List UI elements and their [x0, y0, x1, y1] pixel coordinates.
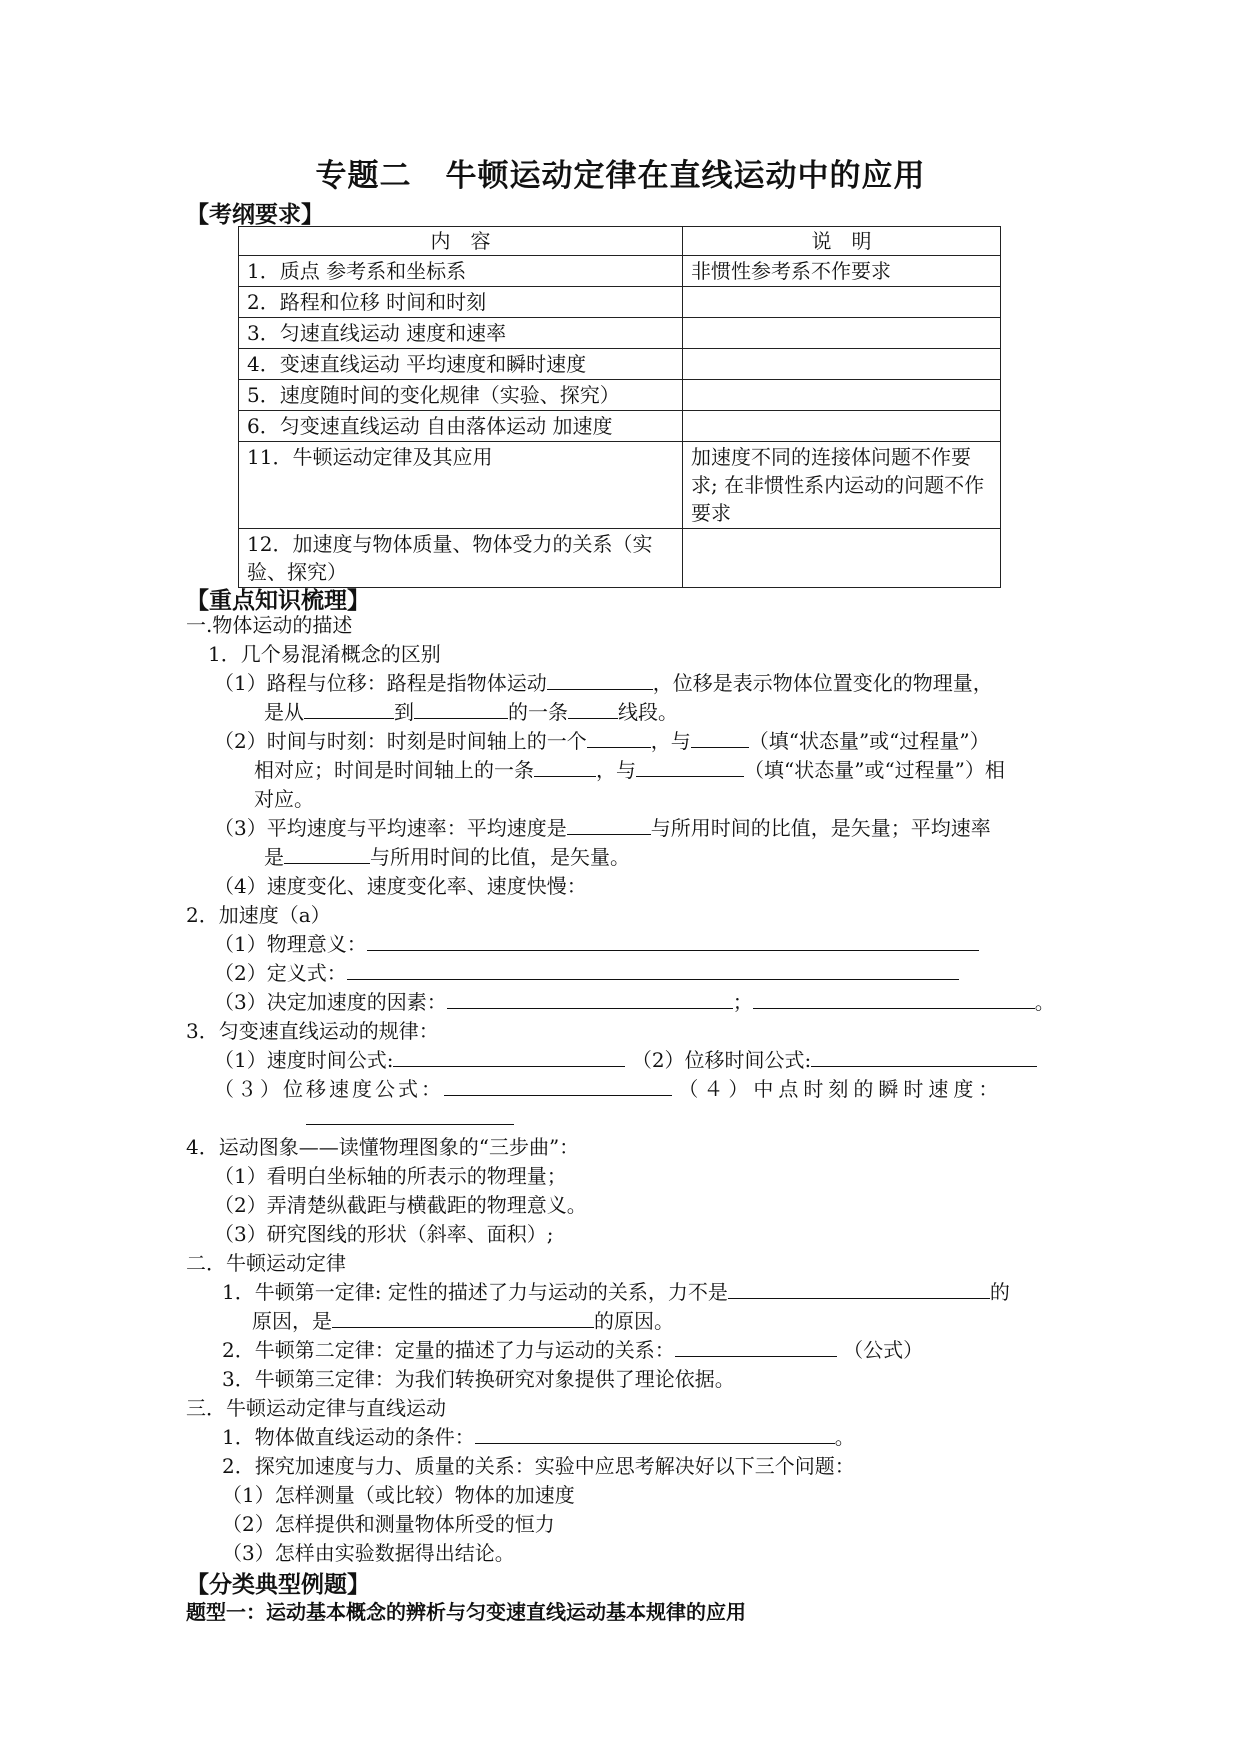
table-cell: 1．质点 参考系和坐标系 [239, 256, 683, 287]
line-linear-condition [222, 1423, 855, 1451]
title-part1: 专题二 [315, 158, 412, 194]
table-row [239, 380, 1001, 411]
heading-motion-description: 一.物体运动的描述 [186, 613, 353, 637]
line-time-moment-3: 对应。 [254, 787, 314, 811]
blank-field[interactable] [414, 698, 508, 719]
section-examples: 【分类典型例题】 [186, 1572, 370, 1598]
blank-field[interactable] [393, 1046, 625, 1067]
text: （1）路程与位移：路程是指物体运动 [214, 671, 547, 695]
blank-field[interactable] [811, 1046, 1037, 1067]
table-cell [683, 380, 1001, 411]
line-first-law [222, 1278, 1010, 1306]
blank-field[interactable] [753, 988, 1035, 1009]
table-cell: 12．加速度与物体质量、物体受力的关系（实验、探究） [239, 529, 683, 588]
blank-field[interactable] [367, 930, 979, 951]
blank-field[interactable] [636, 756, 744, 777]
text: 。 [1034, 990, 1055, 1014]
line-time-moment-2 [254, 756, 1005, 784]
text: 相对应；时间是时间轴上的一条 [254, 758, 534, 782]
line-speed-change: （4）速度变化、速度变化率、速度快慢： [214, 874, 587, 898]
table-row [239, 349, 1001, 380]
text: （填“状态量”或“过程量”）相 [744, 758, 1005, 782]
line-question-2: （2）怎样提供和测量物体所受的恒力 [222, 1512, 555, 1536]
blank-field[interactable] [304, 698, 394, 719]
heading-example-type-1: 题型一：运动基本概念的辨析与匀变速直线运动基本规律的应用 [186, 1600, 746, 1624]
blank-field[interactable] [534, 756, 596, 777]
blank-field[interactable] [347, 959, 959, 980]
heading-acceleration: 2．加速度（a） [186, 903, 331, 927]
text: （2）时间与时刻：时刻是时间轴上的一个 [214, 729, 587, 753]
text: （４）中点时刻的瞬时速度： [678, 1077, 1004, 1101]
table-row [239, 256, 1001, 287]
table-row [239, 411, 1001, 442]
blank-field[interactable] [567, 814, 651, 835]
text: （3）平均速度与平均速率：平均速度是 [214, 816, 567, 840]
text: 是 [264, 845, 284, 869]
heading-newton-laws: 二．牛顿运动定律 [186, 1251, 346, 1275]
table-cell: 加速度不同的连接体问题不作要求; 在非惯性系内运动的问题不作要求 [683, 442, 1001, 529]
table-cell: 6．匀变速直线运动 自由落体运动 加速度 [239, 411, 683, 442]
line-second-law [222, 1336, 923, 1364]
blank-field[interactable] [306, 1104, 514, 1125]
blank-field[interactable] [547, 669, 653, 690]
section-requirements: 【考纲要求】 [186, 202, 324, 228]
line-question-1: （1）怎样测量（或比较）物体的加速度 [222, 1483, 575, 1507]
text: 原因，是 [252, 1309, 332, 1333]
text: 与所用时间的比值，是矢量。 [370, 845, 630, 869]
line-graph-step-1: （1）看明白坐标轴的所表示的物理量； [214, 1164, 567, 1188]
table-cell: 4．变速直线运动 平均速度和瞬时速度 [239, 349, 683, 380]
text: 线段。 [618, 700, 678, 724]
table-row [239, 287, 1001, 318]
table-header-row [239, 227, 1001, 256]
text: （2）定义式： [214, 961, 347, 985]
blank-field[interactable] [284, 843, 370, 864]
line-third-law: 3．牛顿第三定律：为我们转换研究对象提供了理论依据。 [222, 1367, 735, 1391]
heading-uniform-acceleration: 3．匀变速直线运动的规律： [186, 1019, 439, 1043]
text: （1）物理意义： [214, 932, 367, 956]
text: 的原因。 [594, 1309, 674, 1333]
text: （2）位移时间公式: [631, 1048, 812, 1072]
text: ，与 [596, 758, 636, 782]
table-cell [683, 411, 1001, 442]
text: 2．牛顿第二定律：定量的描述了力与运动的关系： [222, 1338, 675, 1362]
table-row [239, 442, 1001, 529]
table-cell: 非惯性参考系不作要求 [683, 256, 1001, 287]
line-graph-step-2: （2）弄清楚纵截距与横截距的物理意义。 [214, 1193, 587, 1217]
text: ； [732, 990, 753, 1014]
text: 的 [989, 1280, 1010, 1304]
table-row [239, 529, 1001, 588]
line-average-speed [214, 814, 991, 842]
text: （1）速度时间公式: [214, 1048, 394, 1072]
blank-field[interactable] [568, 698, 618, 719]
line-graph-step-3: （3）研究图线的形状（斜率、面积）; [214, 1222, 554, 1246]
table-cell: 2．路程和位移 时间和时刻 [239, 287, 683, 318]
text: 与所用时间的比值，是矢量；平均速率 [650, 816, 991, 840]
line-path-displacement [214, 669, 993, 697]
section-knowledge: 【重点知识梳理】 [186, 588, 370, 614]
line-path-displacement-2 [264, 698, 678, 726]
heading-motion-graphs: 4．运动图象——读懂物理图象的“三步曲”： [186, 1135, 580, 1159]
table-cell: 11．牛顿运动定律及其应用 [239, 442, 683, 529]
blank-field[interactable] [587, 727, 651, 748]
table-header-note: 说 明 [683, 227, 1001, 256]
line-acceleration-factors [214, 988, 1055, 1016]
text: ，与 [650, 729, 691, 753]
line-formulas-1 [214, 1046, 1037, 1074]
table-cell [683, 529, 1001, 588]
text: 1．物体做直线运动的条件： [222, 1425, 475, 1449]
line-experiment-questions: 2．探究加速度与力、质量的关系：实验中应思考解决好以下三个问题： [222, 1454, 855, 1478]
line-average-speed-2 [264, 843, 630, 871]
text: 到 [394, 700, 414, 724]
text: （填“状态量”或“过程量”） [748, 729, 990, 753]
text: （３）位移速度公式： [214, 1077, 444, 1101]
requirements-table [238, 226, 1001, 588]
text: 1．牛顿第一定律: 定性的描述了力与运动的关系，力不是 [222, 1280, 728, 1304]
table-cell [683, 349, 1001, 380]
subheading-concepts: 1．几个易混淆概念的区别 [208, 642, 441, 666]
table-row [239, 318, 1001, 349]
blank-field[interactable] [447, 988, 733, 1009]
text: （3）决定加速度的因素： [214, 990, 447, 1014]
line-question-3: （3）怎样由实验数据得出结论。 [222, 1541, 515, 1565]
table-cell: 3．匀速直线运动 速度和速率 [239, 318, 683, 349]
line-definition [214, 959, 959, 987]
blank-field[interactable] [475, 1423, 835, 1444]
line-formulas-3 [306, 1104, 514, 1132]
line-first-law-2 [252, 1307, 674, 1335]
text: 的一条 [508, 700, 568, 724]
text: （公式） [843, 1338, 924, 1362]
blank-field[interactable] [728, 1278, 990, 1299]
blank-field[interactable] [691, 727, 749, 748]
table-cell [683, 287, 1001, 318]
blank-field[interactable] [675, 1336, 837, 1357]
text: 是从 [264, 700, 304, 724]
text: ，位移是表示物体位置变化的物理量， [652, 671, 993, 695]
heading-newton-linear-motion: 三．牛顿运动定律与直线运动 [186, 1396, 446, 1420]
line-physical-meaning [214, 930, 979, 958]
table-header-content: 内 容 [239, 227, 683, 256]
title-part2: 牛顿运动定律在直线运动中的应用 [445, 158, 926, 194]
blank-field[interactable] [444, 1075, 672, 1096]
table-cell [683, 318, 1001, 349]
text: 。 [834, 1425, 855, 1449]
page-title [0, 150, 1241, 195]
blank-field[interactable] [332, 1307, 594, 1328]
line-time-moment [214, 727, 990, 755]
table-cell: 5．速度随时间的变化规律（实验、探究） [239, 380, 683, 411]
line-formulas-2 [214, 1075, 1003, 1103]
